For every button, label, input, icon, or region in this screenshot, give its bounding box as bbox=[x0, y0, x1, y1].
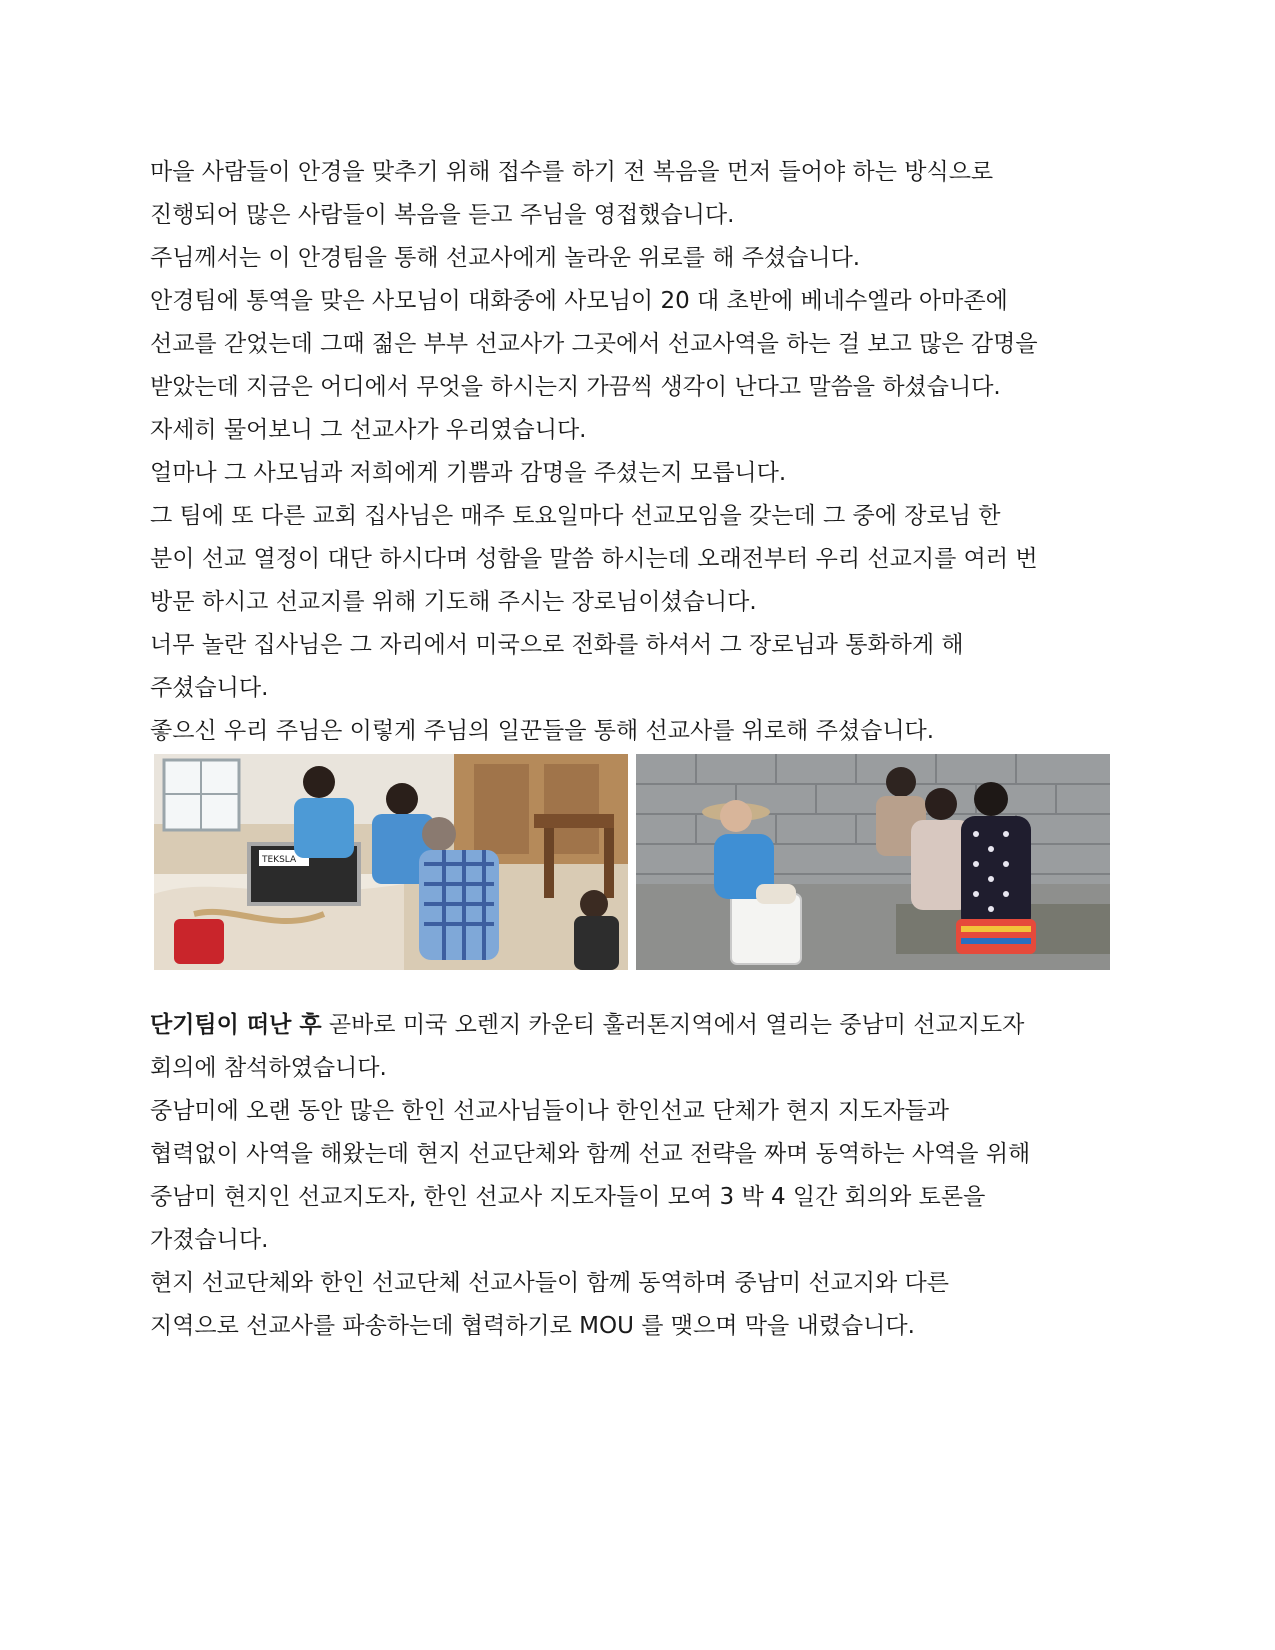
text-line: 방문 하시고 선교지를 위해 기도해 주시는 장로님이셨습니다. bbox=[150, 589, 757, 615]
text-line: 현지 선교단체와 한인 선교단체 선교사들이 함께 동역하며 중남미 선교지와 다른 bbox=[150, 1270, 949, 1296]
text-line: 자세히 물어보니 그 선교사가 우리였습니다. bbox=[150, 417, 587, 443]
text-line: 주셨습니다. bbox=[150, 675, 269, 701]
photo-row bbox=[154, 754, 1114, 970]
photo-village-conversation-illustration bbox=[636, 754, 1110, 970]
text-line: 너무 놀란 집사님은 그 자리에서 미국으로 전화를 하셔서 그 장로님과 통화하게 해 bbox=[150, 632, 964, 658]
bold-lead-text: 단기팀이 떠난 후 bbox=[150, 1012, 322, 1038]
text-line: 주님께서는 이 안경팀을 통해 선교사에게 놀라운 위로를 해 주셨습니다. bbox=[150, 245, 861, 271]
text-line: 중남미에 오랜 동안 많은 한인 선교사님들이나 한인선교 단체가 현지 지도자들과 bbox=[150, 1098, 949, 1124]
text-line: 진행되어 많은 사람들이 복음을 듣고 주님을 영접했습니다. bbox=[150, 202, 735, 228]
text-line: 선교를 갇었는데 그때 젊은 부부 선교사가 그곳에서 선교사역을 하는 걸 보고 많은 감명을 bbox=[150, 331, 1038, 357]
text-line: 안경팀에 통역을 맞은 사모님이 대화중에 사모님이 20 대 초반에 베네수엘라 아마존에 bbox=[150, 288, 1008, 314]
photo-village-conversation bbox=[636, 754, 1110, 970]
photo-eye-exam-illustration bbox=[154, 754, 628, 970]
text-line: 분이 선교 열정이 대단 하시다며 성함을 말씀 하시는데 오래전부터 우리 선교지를 여러 번 bbox=[150, 546, 1038, 572]
paragraph-conference bbox=[150, 1004, 1130, 1348]
text-line: 좋으신 우리 주님은 이렇게 주님의 일꾼들을 통해 선교사를 위로해 주셨습니다. bbox=[150, 718, 935, 744]
paragraph-eyeglass-team bbox=[150, 151, 1130, 753]
text-line bbox=[150, 1004, 1130, 1047]
text-line: 얼마나 그 사모님과 저희에게 기쁨과 감명을 주셨는지 모릅니다. bbox=[150, 460, 787, 486]
text-line: 그 팀에 또 다른 교회 집사님은 매주 토요일마다 선교모임을 갖는데 그 중에 장로님 한 bbox=[150, 503, 1001, 529]
photo-eye-exam bbox=[154, 754, 628, 970]
text-line: 중남미 현지인 선교지도자, 한인 선교사 지도자들이 모여 3 박 4 일간 회의와 토론을 bbox=[150, 1184, 986, 1210]
text-line: 받았는데 지금은 어디에서 무엇을 하시는지 가끔씩 생각이 난다고 말씀을 하셨습니다. bbox=[150, 374, 1001, 400]
text-line: 마을 사람들이 안경을 맞추기 위해 접수를 하기 전 복음을 먼저 들어야 하는 방식으로 bbox=[150, 159, 994, 185]
text-line: 가졌습니다. bbox=[150, 1227, 269, 1253]
text-line: 회의에 참석하였습니다. bbox=[150, 1055, 387, 1081]
text-line: 협력없이 사역을 해왔는데 현지 선교단체와 함께 선교 전략을 짜며 동역하는 사역을 위해 bbox=[150, 1141, 1031, 1167]
text-span: 곧바로 미국 오렌지 카운티 훌러톤지역에서 열리는 중남미 선교지도자 bbox=[321, 1012, 1025, 1038]
equipment-case-label: TEKSLA bbox=[262, 855, 297, 865]
text-line: 지역으로 선교사를 파송하는데 협력하기로 MOU 를 맺으며 막을 내렸습니다. bbox=[150, 1313, 915, 1339]
